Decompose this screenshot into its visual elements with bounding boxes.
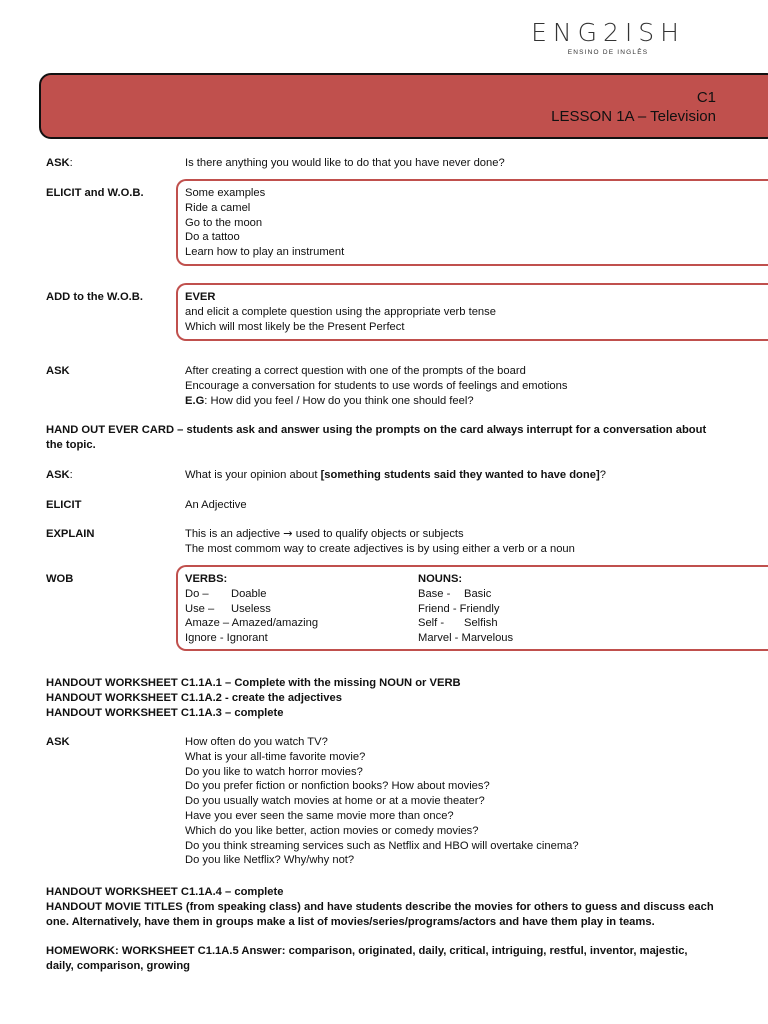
section-label: ADD to the W.O.B.	[46, 291, 143, 303]
list-item: Which will most likely be the Present Perfect	[185, 320, 405, 333]
list-item: Encourage a conversation for students to use words of feelings and emotions	[185, 379, 568, 392]
questions-list	[185, 735, 760, 868]
section-label: WOB	[46, 573, 74, 585]
list-item: Base - Basic	[418, 587, 492, 600]
section-label: ASK:	[46, 157, 73, 169]
explain-line: The most commom way to create adjectives is by using either a verb or a noun	[185, 542, 575, 555]
section-text	[185, 527, 760, 557]
handout-movie-titles: HANDOUT MOVIE TITLES (from speaking class) and have students describe the movies for others to guess and discuss each one. Alternatively, have them in groups make a list of movies/series/programs/actors and have them play in teams.	[46, 901, 714, 928]
list-item: What is your all-time favorite movie?	[185, 750, 366, 763]
section-text: What is your opinion about [something students said they wanted to have done]?	[185, 469, 606, 481]
list-item: Ride a camel	[185, 201, 251, 214]
section-text: An Adjective	[185, 499, 247, 511]
lesson-level: C1	[696, 89, 716, 106]
list-item: Go to the moon	[185, 216, 263, 229]
list-item: Friend - Friendly	[418, 602, 500, 615]
list-item: Learn how to play an instrument	[185, 246, 345, 259]
list-item: Ignore - Ignorant	[185, 632, 268, 645]
list-item: How often do you watch TV?	[185, 736, 328, 748]
section-label: ASK	[46, 365, 70, 377]
brand-logo	[523, 18, 693, 56]
handout-worksheet-4: HANDOUT WORKSHEET C1.1A.4 – complete	[46, 886, 284, 898]
homework: HOMEWORK: WORKSHEET C1.1A.5 Answer: comparison, originated, daily, critical, intriguing, restful, inventor, majestic, daily, comparison, growing	[46, 945, 688, 972]
handout-item: HANDOUT WORKSHEET C1.1A.2 - create the adjectives	[46, 691, 342, 704]
list-item: Do – Doable	[185, 587, 267, 600]
explain-line: This is an adjective → used to qualify objects or subjects	[185, 527, 464, 540]
logo-wordmark: ENG2ISH	[531, 18, 685, 47]
arrow-right-icon: →	[283, 527, 293, 540]
lesson-header-banner	[39, 73, 768, 139]
example-line: E.G: How did you feel / How do you think one should feel?	[185, 394, 474, 407]
lesson-title: LESSON 1A – Television	[551, 108, 716, 125]
handout-item: HANDOUT WORKSHEET C1.1A.3 – complete	[46, 706, 284, 719]
list-item: Self - Selfish	[418, 617, 498, 630]
list-item: After creating a correct question with one of the prompts of the board	[185, 365, 526, 377]
list-item: and elicit a complete question using the appropriate verb tense	[185, 305, 496, 318]
section-text	[185, 364, 760, 408]
list-item: Marvel - Marvelous	[418, 632, 514, 645]
list-item: Which do you like better, action movies or comedy movies?	[185, 824, 479, 837]
list-item: Do you think streaming services such as Netflix and HBO will overtake cinema?	[185, 839, 579, 852]
section-text: Is there anything you would like to do that you have never done?	[185, 157, 505, 169]
verbs-column	[185, 572, 415, 646]
handout-ever-card: HAND OUT EVER CARD – students ask and answer using the prompts on the card always interrupt for a conversation about the topic.	[46, 424, 707, 451]
list-item: Use – Useless	[185, 602, 271, 615]
keyword-ever: EVER	[185, 291, 216, 303]
list-item: Have you ever seen the same movie more than once?	[185, 809, 454, 822]
list-item: Do you like Netflix? Why/why not?	[185, 854, 355, 867]
handout-item: HANDOUT WORKSHEET C1.1A.1 – Complete with the missing NOUN or VERB	[46, 677, 461, 689]
section-label: ELICIT and W.O.B.	[46, 187, 144, 199]
list-item: Some examples	[185, 187, 266, 199]
handout-worksheets	[46, 676, 716, 720]
examples-list	[185, 186, 760, 260]
section-label: EXPLAIN	[46, 528, 95, 540]
list-item: Do you prefer fiction or nonfiction books? How about movies?	[185, 780, 490, 793]
list-item: Do a tattoo	[185, 231, 240, 244]
column-title: VERBS:	[185, 573, 228, 585]
list-item: Do you like to watch horror movies?	[185, 765, 363, 778]
list-item: Do you usually watch movies at home or at a movie theater?	[185, 795, 485, 808]
section-label: ASK	[46, 736, 70, 748]
list-item: Amaze – Amazed/amazing	[185, 617, 319, 630]
section-label: ASK:	[46, 469, 73, 481]
nouns-column	[418, 572, 513, 646]
logo-subtitle: ENSINO DE INGLÊS	[567, 49, 649, 56]
column-title: NOUNS:	[418, 573, 463, 585]
section-label: ELICIT	[46, 499, 82, 511]
section-text	[185, 290, 760, 334]
